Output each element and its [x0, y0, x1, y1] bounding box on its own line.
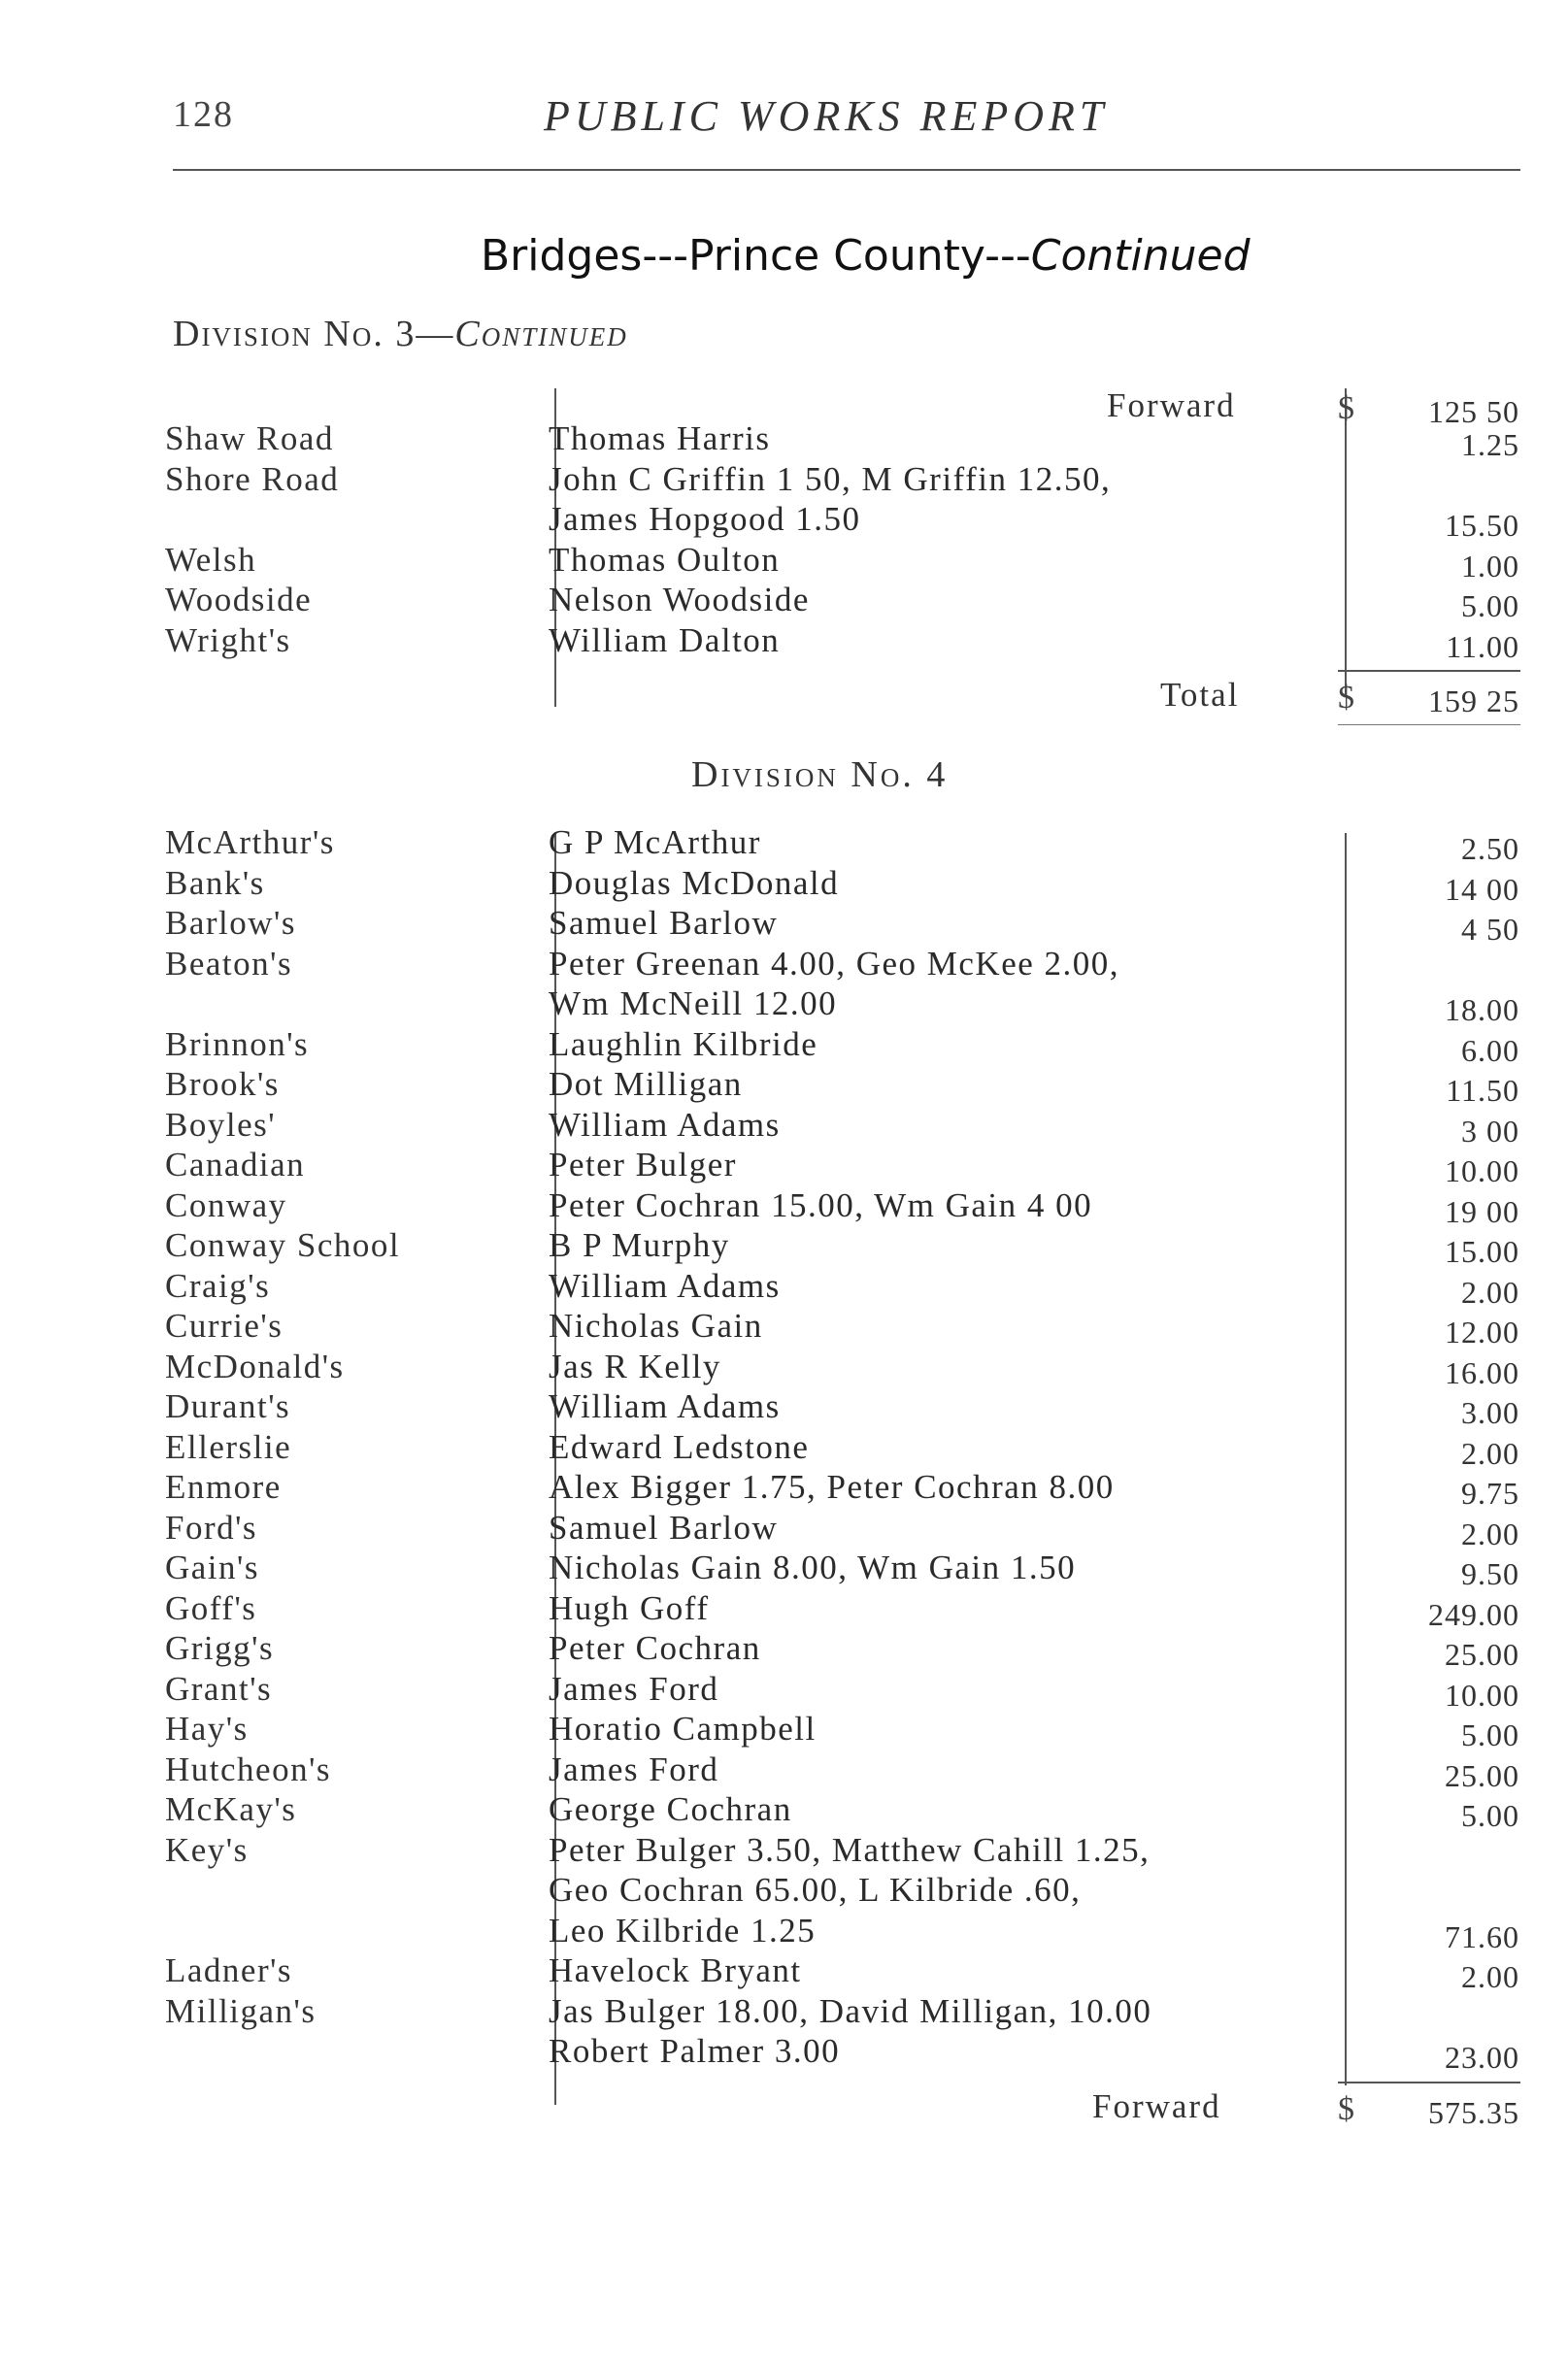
place-name: Beaton's: [165, 944, 293, 983]
division-3-total-label: Total: [1160, 676, 1240, 714]
division-3-total-double-rule: [1338, 724, 1520, 725]
place-name: Conway School: [165, 1226, 401, 1264]
page-number: 128: [173, 94, 234, 135]
amount-value: 2.50: [1461, 831, 1519, 866]
payee-line: William Adams: [549, 1387, 781, 1425]
division-3-forward-currency: $: [1338, 390, 1354, 426]
place-name: Canadian: [165, 1146, 306, 1183]
amount-value: 2.00: [1461, 1435, 1519, 1471]
place-name: Bank's: [165, 863, 265, 902]
place-name: McKay's: [165, 1790, 297, 1828]
payee-line: Nelson Woodside: [549, 581, 810, 618]
place-name: Gain's: [165, 1549, 259, 1586]
amount-value: 9.50: [1461, 1556, 1519, 1591]
division-3-total-rule: [1338, 670, 1520, 672]
amount-value: 5.00: [1461, 588, 1519, 623]
amount-value: 1.25: [1461, 427, 1519, 462]
amount-value: 4 50: [1461, 912, 1519, 947]
payee-line: John C Griffin 1 50, M Griffin 12.50,: [549, 459, 1112, 498]
place-name: Conway: [165, 1185, 287, 1224]
place-name: Craig's: [165, 1266, 271, 1305]
payee-line: Peter Cochran: [549, 1629, 761, 1667]
division-3-continued: Continued: [454, 314, 628, 354]
payee-line: George Cochran: [549, 1790, 792, 1828]
section-title-continued: Continued: [1030, 231, 1251, 281]
division-4-heading: Division No. 4: [691, 754, 949, 795]
place-name: Enmore: [165, 1468, 282, 1506]
payee-line: Hugh Goff: [549, 1588, 710, 1627]
amount-value: 11.00: [1446, 628, 1519, 664]
place-name: Currie's: [165, 1307, 284, 1345]
amount-value: 3.00: [1461, 1395, 1519, 1430]
amount-value: 249.00: [1428, 1596, 1519, 1632]
place-name: Ladner's: [165, 1951, 293, 1989]
amount-value: 15.50: [1445, 508, 1519, 543]
division-4-forward-currency: $: [1338, 2091, 1354, 2127]
amount-value: 2.00: [1461, 1274, 1519, 1310]
place-name: Brinnon's: [165, 1024, 310, 1063]
payee-line: Thomas Harris: [549, 419, 771, 457]
amount-value: 6.00: [1461, 1032, 1519, 1068]
place-name: McDonald's: [165, 1347, 345, 1385]
payee-line: William Adams: [549, 1266, 781, 1305]
division-4-forward-amount: 575.35: [1428, 2095, 1519, 2130]
amount-value: 15.00: [1445, 1234, 1519, 1269]
payee-line: Leo Kilbride 1.25: [549, 1911, 817, 1949]
place-name: Wright's: [165, 620, 291, 659]
payee-line: Geo Cochran 65.00, L Kilbride .60,: [549, 1871, 1082, 1909]
place-name: Grigg's: [165, 1629, 275, 1667]
section-title-main: Bridges---Prince County---: [481, 231, 1031, 281]
payee-line: Samuel Barlow: [549, 904, 779, 942]
division-3-total-amount: 159 25: [1428, 683, 1519, 718]
payee-line: Peter Bulger: [549, 1146, 737, 1183]
payee-line: Peter Bulger 3.50, Matthew Cahill 1.25,: [549, 1830, 1151, 1869]
place-name: Woodside: [165, 581, 313, 618]
amount-value: 2.00: [1461, 1516, 1519, 1551]
amount-value: 2.00: [1461, 1959, 1519, 1994]
place-name: Boyles': [165, 1105, 277, 1144]
payee-line: Alex Bigger 1.75, Peter Cochran 8.00: [549, 1468, 1115, 1506]
amount-value: 5.00: [1461, 1798, 1519, 1833]
payee-line: Thomas Oulton: [549, 540, 781, 579]
payee-line: Samuel Barlow: [549, 1508, 779, 1547]
payee-line: Jas R Kelly: [549, 1347, 721, 1385]
place-name: McArthur's: [165, 823, 335, 861]
amount-value: 14 00: [1445, 871, 1519, 907]
header-rule: [173, 169, 1520, 171]
amount-value: 25.00: [1445, 1757, 1519, 1793]
payee-line: William Adams: [549, 1105, 781, 1144]
payee-line: Laughlin Kilbride: [549, 1024, 818, 1063]
place-name: Welsh: [165, 540, 257, 579]
place-name: Shore Road: [165, 459, 340, 498]
amount-value: 9.75: [1461, 1476, 1519, 1511]
division-3-label: Division No. 3—: [173, 314, 455, 354]
payee-line: William Dalton: [549, 620, 781, 659]
place-name: Ford's: [165, 1508, 258, 1547]
payee-line: Nicholas Gain: [549, 1307, 763, 1345]
place-name: Durant's: [165, 1387, 291, 1425]
division-3-total-currency: $: [1338, 680, 1354, 716]
running-title: PUBLIC WORKS REPORT: [544, 92, 1109, 140]
payee-line: Dot Milligan: [549, 1065, 743, 1103]
payee-line: Nicholas Gain 8.00, Wm Gain 1.50: [549, 1549, 1077, 1586]
payee-line: Edward Ledstone: [549, 1427, 810, 1466]
division-4-forward-label: Forward: [1092, 2087, 1221, 2125]
payee-line: James Ford: [549, 1669, 719, 1708]
payee-line: Peter Cochran 15.00, Wm Gain 4 00: [549, 1185, 1093, 1224]
payee-line: Jas Bulger 18.00, David Milligan, 10.00: [549, 1991, 1152, 2030]
amount-value: 19 00: [1445, 1193, 1519, 1229]
payee-line: James Ford: [549, 1750, 719, 1788]
amount-value: 23.00: [1445, 2040, 1519, 2075]
place-name: Brook's: [165, 1065, 280, 1103]
place-name: Hay's: [165, 1710, 249, 1748]
division-4-forward-rule: [1338, 2082, 1520, 2083]
payee-line: James Hopgood 1.50: [549, 500, 861, 538]
place-name: Shaw Road: [165, 419, 334, 457]
amount-value: 3 00: [1461, 1113, 1519, 1149]
place-name: Key's: [165, 1830, 249, 1869]
place-name: Ellerslie: [165, 1427, 292, 1466]
amount-value: 11.50: [1446, 1073, 1519, 1108]
amount-value: 12.00: [1445, 1315, 1519, 1350]
payee-line: Peter Greenan 4.00, Geo McKee 2.00,: [549, 944, 1120, 983]
section-title: [481, 231, 1251, 281]
amount-value: 1.00: [1461, 548, 1519, 583]
place-name: Grant's: [165, 1669, 273, 1708]
payee-line: G P McArthur: [549, 823, 761, 861]
payee-line: Douglas McDonald: [549, 863, 840, 902]
payee-line: Horatio Campbell: [549, 1710, 817, 1748]
payee-line: Robert Palmer 3.00: [549, 2032, 841, 2070]
amount-value: 10.00: [1445, 1153, 1519, 1188]
amount-value: 25.00: [1445, 1637, 1519, 1672]
amount-value: 16.00: [1445, 1354, 1519, 1390]
amount-value: 5.00: [1461, 1717, 1519, 1752]
amount-value: 71.60: [1445, 1918, 1519, 1954]
place-name: Milligan's: [165, 1991, 317, 2030]
amount-value: 18.00: [1445, 992, 1519, 1027]
division-3-forward-amount: 125 50: [1428, 394, 1519, 429]
place-name: Barlow's: [165, 904, 296, 942]
division-3-heading: [173, 313, 628, 355]
payee-line: Wm McNeill 12.00: [549, 984, 838, 1022]
payee-line: Havelock Bryant: [549, 1951, 802, 1989]
division-3-forward-label: Forward: [1107, 386, 1236, 424]
place-name: Goff's: [165, 1588, 257, 1627]
place-name: Hutcheon's: [165, 1750, 331, 1788]
amount-value: 10.00: [1445, 1677, 1519, 1713]
payee-line: B P Murphy: [549, 1226, 730, 1264]
